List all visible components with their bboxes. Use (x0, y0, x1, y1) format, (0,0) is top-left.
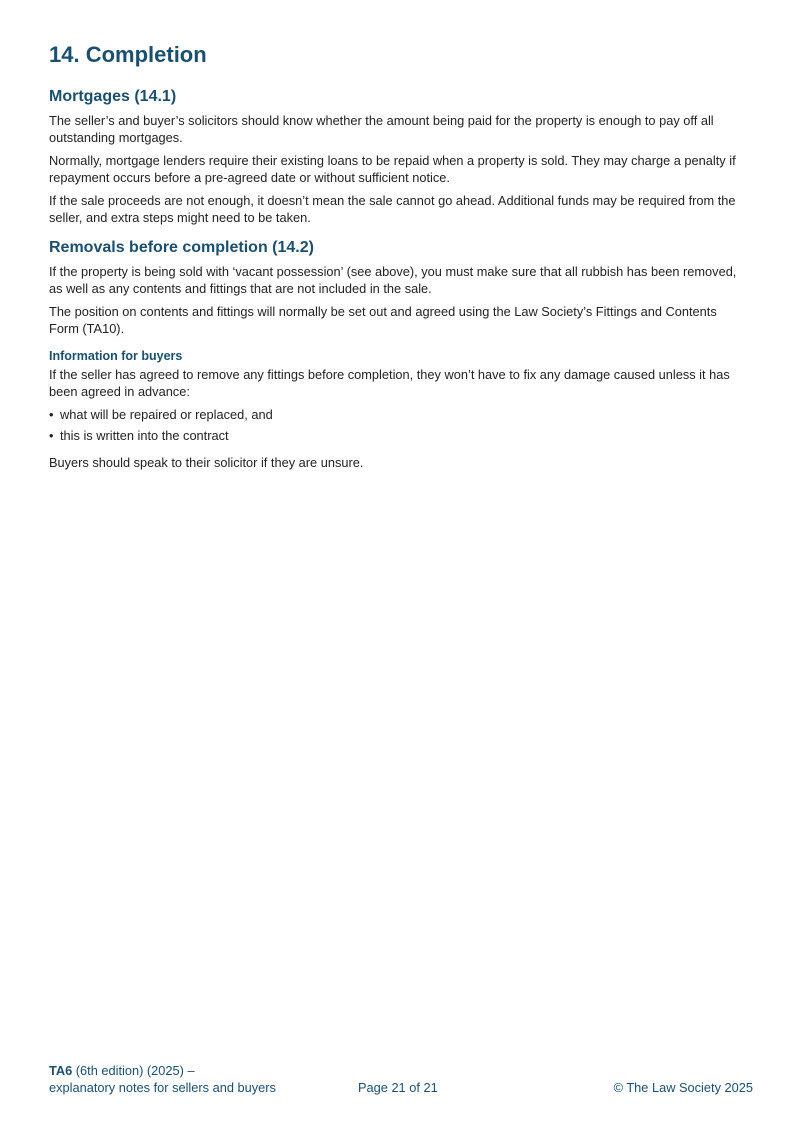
list-item-text: this is written into the contract (60, 428, 229, 443)
section-title: 14. Completion (49, 42, 207, 67)
buyers-info-intro: If the seller has agreed to remove any fittings before completion, they won’t have to fix any damage caused unless it has been agreed in advance: (49, 367, 730, 399)
mortgages-paragraph-3: If the sale proceeds are not enough, it doesn’t mean the sale cannot go ahead. Additional funds may be required from the seller, and extra steps might need to be taken. (49, 193, 736, 225)
buyers-info-closing: Buyers should speak to their solicitor if they are unsure. (49, 455, 364, 470)
buyers-info-bullet-list (49, 406, 739, 444)
footer-doc-code: TA6 (49, 1063, 73, 1078)
footer-copyright: © The Law Society 2025 (613, 1080, 753, 1095)
list-item (49, 406, 739, 423)
mortgages-heading: Mortgages (14.1) (49, 88, 177, 105)
mortgages-section (49, 88, 739, 232)
footer-page-number: Page 21 of 21 (358, 1080, 438, 1095)
mortgages-paragraph-1: The seller’s and buyer’s solicitors should know whether the amount being paid for the property is enough to pay off all outstanding mortgages. (49, 113, 714, 145)
footer-edition: (6th edition) (2025) – (72, 1063, 195, 1078)
bullet-icon: • (49, 407, 54, 422)
removals-heading: Removals before completion (14.2) (49, 239, 314, 256)
bullet-icon: • (49, 428, 54, 443)
footer-subtitle: explanatory notes for sellers and buyers (49, 1080, 276, 1095)
buyers-info-section (49, 349, 739, 477)
footer-document-title (49, 1062, 276, 1096)
removals-section (49, 239, 739, 343)
list-item (49, 427, 739, 444)
list-item-text: what will be repaired or replaced, and (60, 407, 273, 422)
removals-paragraph-2: The position on contents and fittings will normally be set out and agreed using the Law Society’s Fittings and Contents Form (TA10). (49, 304, 717, 336)
buyers-info-heading: Information for buyers (49, 349, 183, 363)
page-footer (49, 1062, 753, 1102)
mortgages-paragraph-2: Normally, mortgage lenders require their existing loans to be repaid when a property is sold. They may charge a penalty if repayment occurs before a pre-agreed date or without sufficient notice. (49, 153, 736, 185)
removals-paragraph-1: If the property is being sold with ‘vacant possession’ (see above), you must make sure that all rubbish has been removed, as well as any contents and fittings that are not included in the sale. (49, 264, 737, 296)
